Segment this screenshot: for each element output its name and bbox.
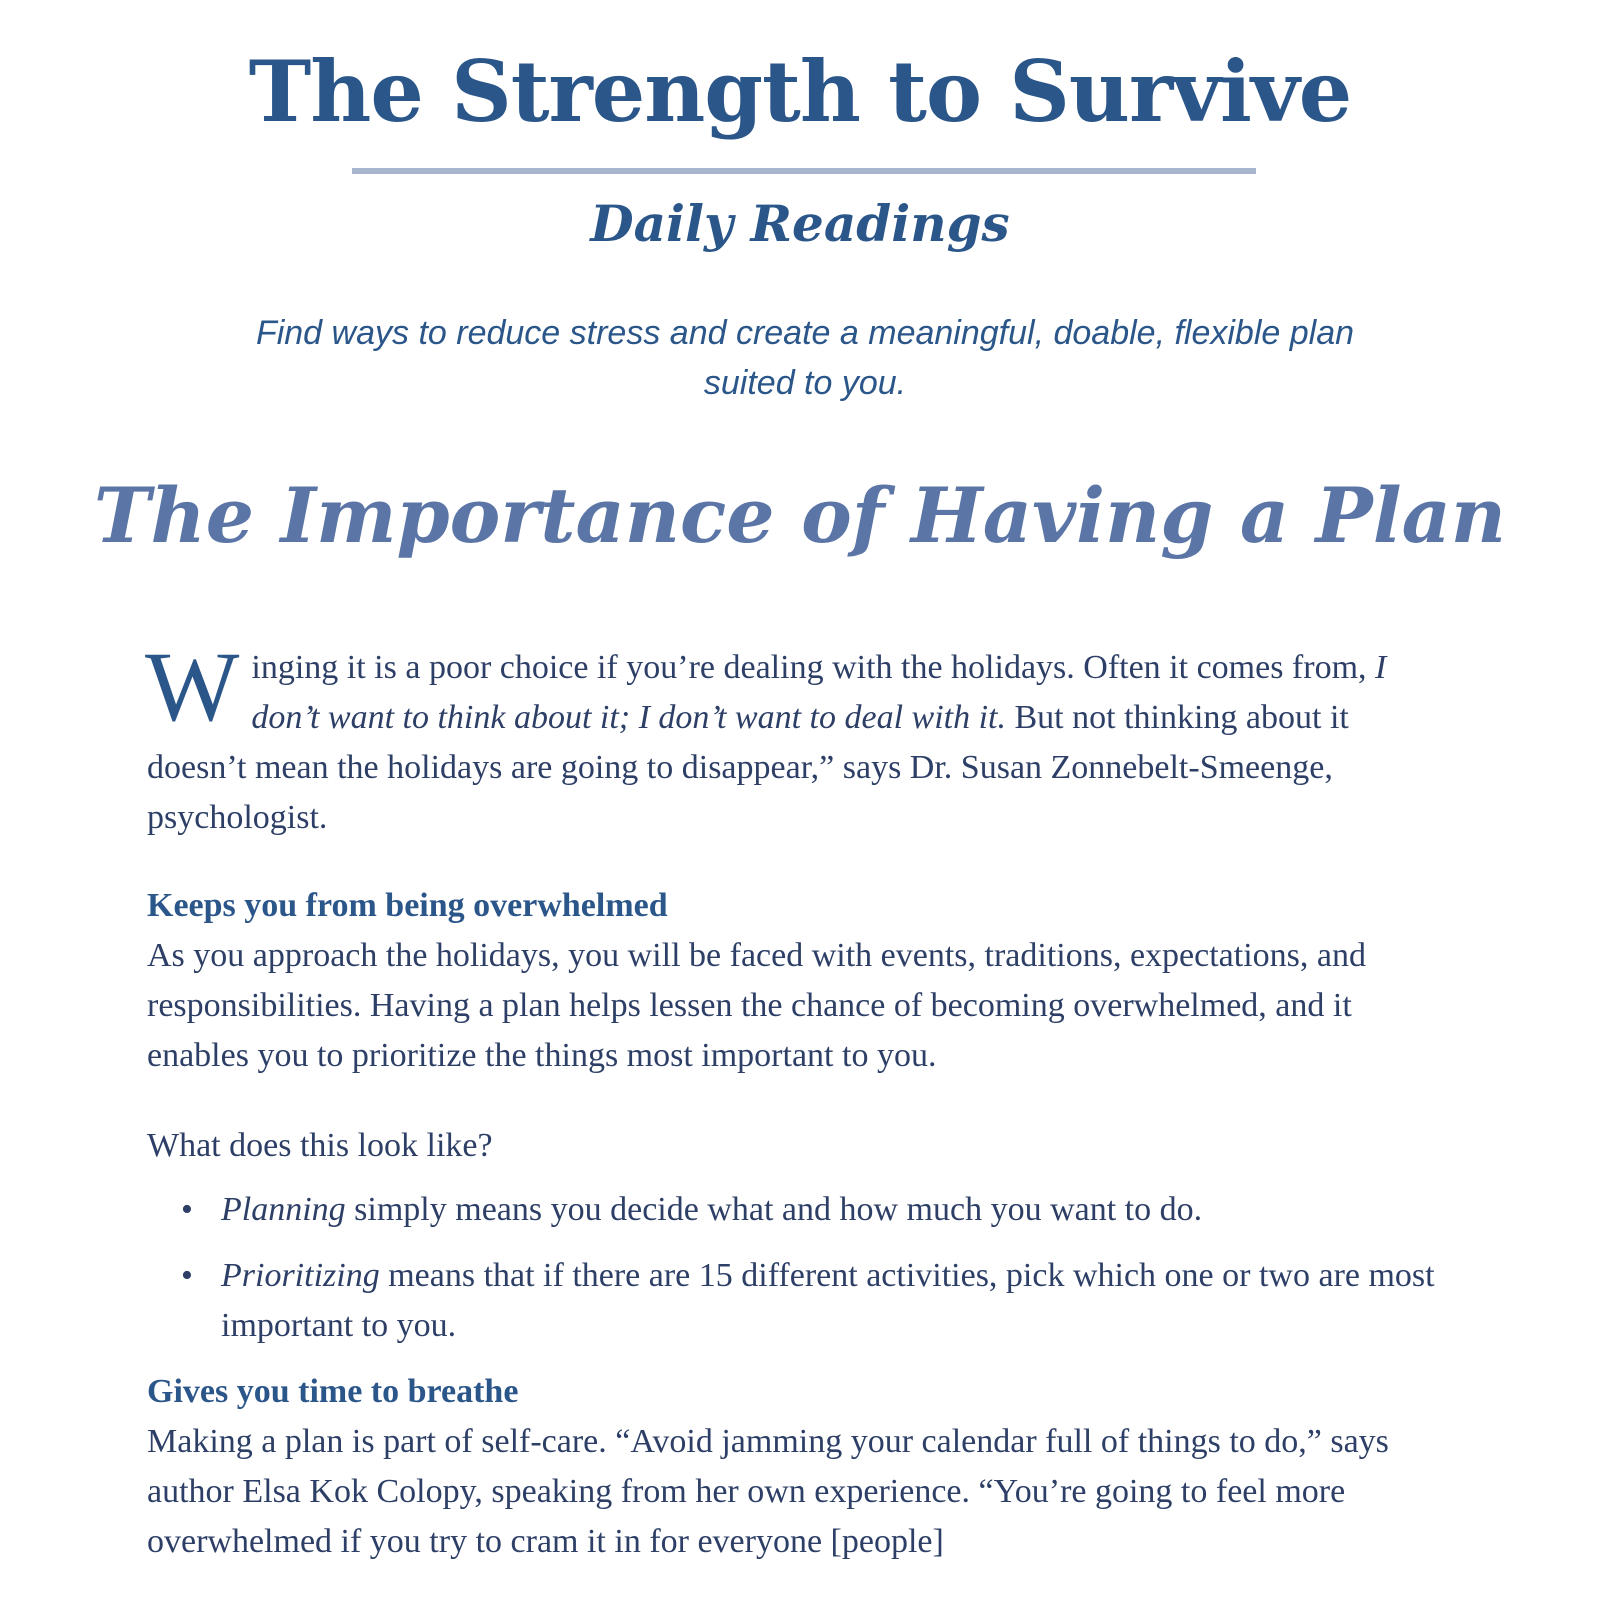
bullet-term: Prioritizing [221,1257,380,1294]
title-divider [352,168,1256,174]
intro-lead: inging it is a poor choice if you’re dealing with the holidays. Often it comes from, [251,649,1376,686]
bullet-list [147,1185,1453,1351]
page-title: The Strength to Survive [248,42,1352,141]
list-item [181,1185,1453,1235]
bullet-icon: • [181,1257,193,1294]
bullet-text: means that if there are 15 different activities, pick which one or two are most important to you. [221,1257,1435,1344]
section-paragraph: As you approach the holidays, you will be faced with events, traditions, expectations, and responsibilities. Having a plan helps lessen the chance of becoming overwhelmed, and it enables you to prioritize the things most important to you. [147,937,1366,1074]
article-title: The Importance of Having a Plan [93,471,1507,560]
question-text: What does this look like? [147,1127,493,1164]
section-heading: Gives you time to breathe [147,1373,519,1410]
article-body [145,631,1453,1567]
bullet-term: Planning [221,1191,346,1228]
page-subtitle: Daily Readings [590,194,1010,253]
intro-tail: But not thinking about it doesn’t mean the holidays are going to disappear,” says Dr. Susan Zonnebelt-Smeenge, psychologist. [147,699,1349,836]
bullet-icon: • [181,1191,193,1228]
section-paragraph: Making a plan is part of self-care. “Avoid jamming your calendar full of things to do,” says author Elsa Kok Colopy, speaking from her own experience. “You’re going to feel more overwhelmed if you try to cram it in for everyone [people] [147,1423,1389,1560]
drop-cap: W [145,631,240,742]
intro-paragraph [145,631,1453,843]
intro-quote: I don’t want to think about it; I don’t want to deal with it. [251,649,1387,736]
tagline: Find ways to reduce stress and create a meaningful, doable, flexible plan suited to you. [255,314,1355,402]
list-item [181,1251,1453,1351]
bullet-text: simply means you decide what and how much you want to do. [345,1191,1203,1228]
section-heading: Keeps you from being overwhelmed [147,887,668,924]
